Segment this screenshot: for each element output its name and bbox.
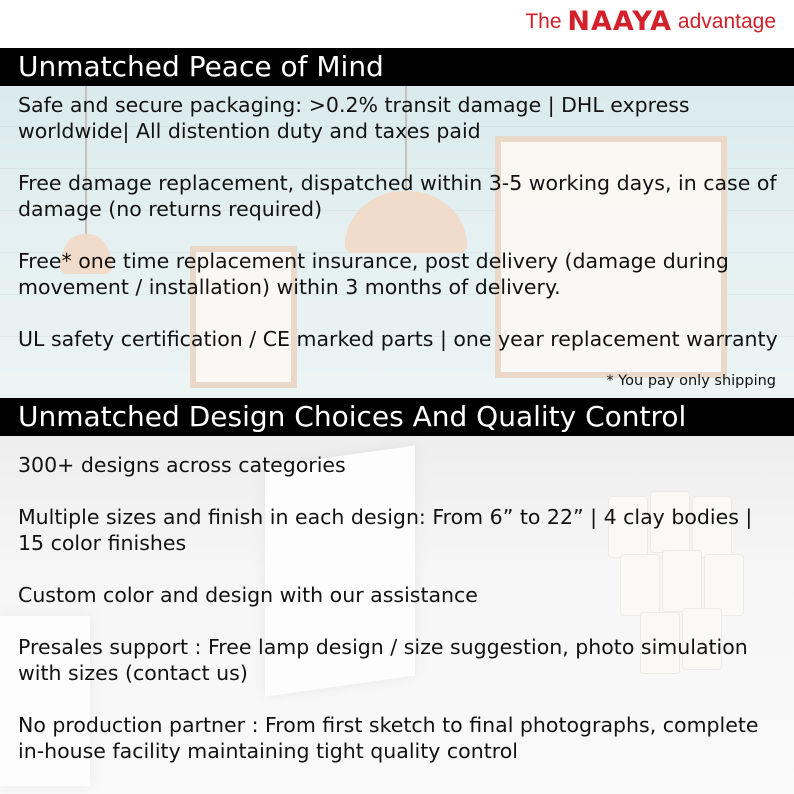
- section1-list: [18, 92, 778, 378]
- section2-panel: [0, 436, 794, 794]
- brand-suffix: advantage: [677, 10, 776, 33]
- brand-prefix: The: [525, 10, 562, 33]
- brand-logo: NAAYA: [567, 6, 673, 37]
- list-item: 300+ designs across categories: [18, 453, 346, 477]
- brand-title: [525, 6, 776, 37]
- section1-title: Unmatched Peace of Mind: [18, 50, 384, 83]
- section1-title-bar: [0, 48, 794, 86]
- footnote: * You pay only shipping: [606, 373, 776, 389]
- header: [0, 0, 794, 48]
- section2-title-bar: [0, 398, 794, 436]
- list-item: Free damage replacement, dispatched within 3-5 working days, in case of damage (no returns required): [18, 171, 777, 221]
- list-item: Multiple sizes and finish in each design: From 6” to 22” | 4 clay bodies | 15 color finishes: [18, 505, 753, 555]
- list-item: UL safety certification / CE marked parts | one year replacement warranty: [18, 327, 778, 351]
- list-item: Safe and secure packaging: >0.2% transit damage | DHL express worldwide| All distention duty and taxes paid: [18, 93, 690, 143]
- list-item: No production partner : From first sketch to final photographs, complete in-house facility maintaining tight quality control: [18, 713, 759, 763]
- list-item: Presales support : Free lamp design / size suggestion, photo simulation with sizes (contact us): [18, 635, 748, 685]
- list-item: Custom color and design with our assistance: [18, 583, 478, 607]
- section2-list: [18, 452, 778, 790]
- list-item: Free* one time replacement insurance, post delivery (damage during movement / installation) within 3 months of delivery.: [18, 249, 729, 299]
- section2-title: Unmatched Design Choices And Quality Control: [18, 400, 687, 433]
- section1-panel: [0, 86, 794, 398]
